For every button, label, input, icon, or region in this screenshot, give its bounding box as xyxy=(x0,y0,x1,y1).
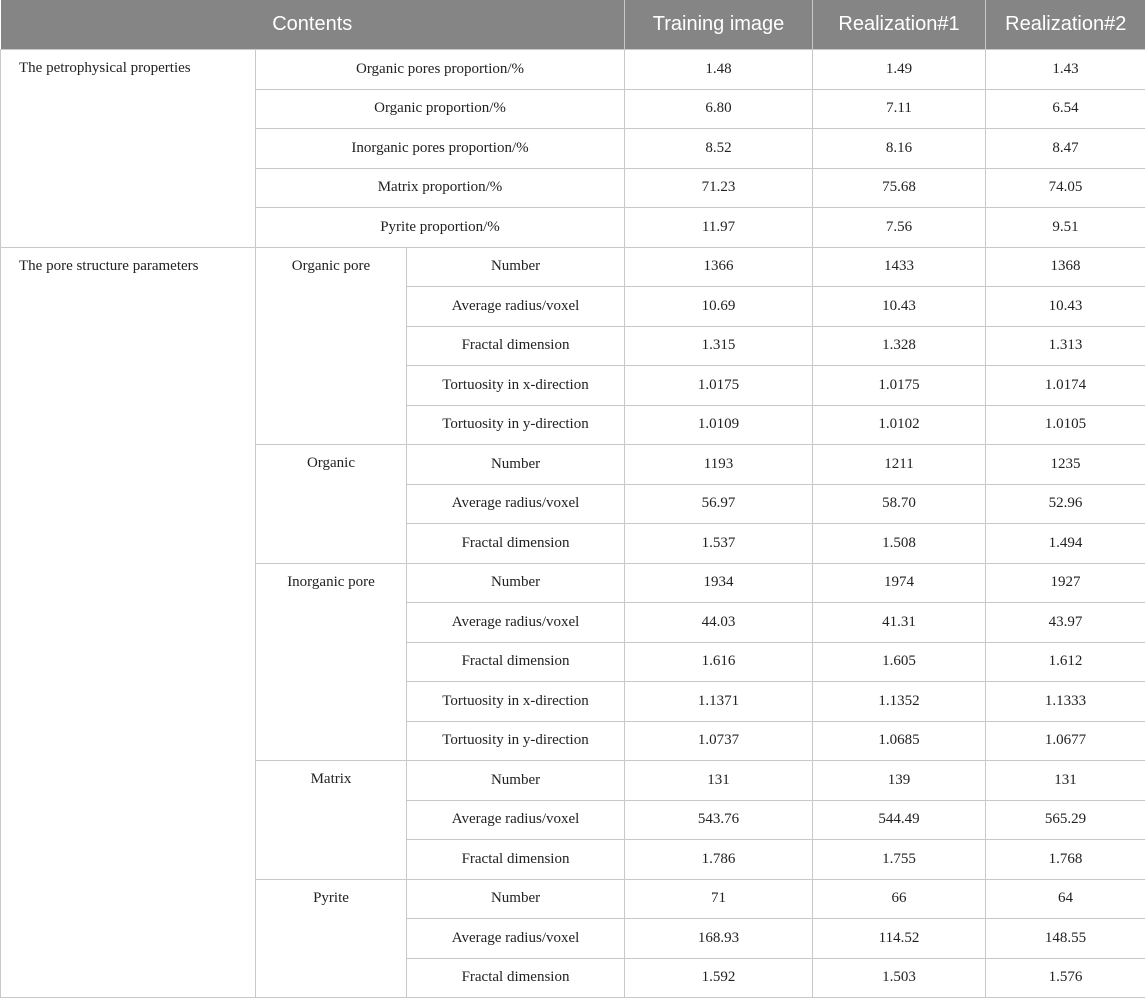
training-value: 1.786 xyxy=(625,840,813,880)
parameter-label: Fractal dimension xyxy=(407,840,625,880)
parameter-label: Fractal dimension xyxy=(407,326,625,366)
property-label: Pyrite proportion/% xyxy=(256,208,625,248)
section-petrophysical: The petrophysical properties xyxy=(1,50,256,248)
parameter-label: Tortuosity in y-direction xyxy=(407,721,625,761)
realization2-value: 1.0105 xyxy=(986,405,1145,445)
realization1-value: 1.605 xyxy=(813,642,986,682)
parameter-label: Tortuosity in y-direction xyxy=(407,405,625,445)
group-organic: Organic xyxy=(256,445,407,564)
realization2-value: 43.97 xyxy=(986,603,1145,643)
realization1-value: 41.31 xyxy=(813,603,986,643)
realization2-value: 9.51 xyxy=(986,208,1145,248)
property-label: Organic pores proportion/% xyxy=(256,50,625,90)
property-label: Matrix proportion/% xyxy=(256,168,625,208)
realization1-value: 1433 xyxy=(813,247,986,287)
realization2-value: 565.29 xyxy=(986,800,1145,840)
realization1-value: 544.49 xyxy=(813,800,986,840)
training-value: 1.592 xyxy=(625,958,813,998)
training-value: 1.48 xyxy=(625,50,813,90)
parameter-label: Average radius/voxel xyxy=(407,484,625,524)
training-value: 1.0737 xyxy=(625,721,813,761)
realization1-value: 75.68 xyxy=(813,168,986,208)
realization2-value: 148.55 xyxy=(986,919,1145,959)
training-value: 44.03 xyxy=(625,603,813,643)
training-value: 1.0175 xyxy=(625,366,813,406)
realization2-value: 1.1333 xyxy=(986,682,1145,722)
realization2-value: 1.576 xyxy=(986,958,1145,998)
table-row xyxy=(1,247,1145,287)
realization1-value: 1211 xyxy=(813,445,986,485)
table-row xyxy=(1,50,1145,90)
realization2-value: 131 xyxy=(986,761,1145,801)
realization1-value: 1.508 xyxy=(813,524,986,564)
realization2-value: 74.05 xyxy=(986,168,1145,208)
parameter-label: Number xyxy=(407,563,625,603)
realization2-value: 52.96 xyxy=(986,484,1145,524)
header-row xyxy=(1,0,1145,50)
realization2-value: 64 xyxy=(986,879,1145,919)
realization1-value: 1.0102 xyxy=(813,405,986,445)
realization1-value: 58.70 xyxy=(813,484,986,524)
group-pyrite: Pyrite xyxy=(256,879,407,998)
training-value: 1.616 xyxy=(625,642,813,682)
realization2-value: 1.0174 xyxy=(986,366,1145,406)
realization1-value: 1.755 xyxy=(813,840,986,880)
parameter-label: Average radius/voxel xyxy=(407,919,625,959)
realization1-value: 1.0175 xyxy=(813,366,986,406)
realization2-value: 1235 xyxy=(986,445,1145,485)
header-contents: Contents xyxy=(1,0,625,50)
realization1-value: 10.43 xyxy=(813,287,986,327)
realization1-value: 139 xyxy=(813,761,986,801)
header-training-image: Training image xyxy=(625,0,813,50)
parameter-label: Fractal dimension xyxy=(407,524,625,564)
realization2-value: 1.43 xyxy=(986,50,1145,90)
header-realization-2: Realization#2 xyxy=(986,0,1145,50)
training-value: 1.315 xyxy=(625,326,813,366)
parameter-label: Fractal dimension xyxy=(407,958,625,998)
parameter-label: Average radius/voxel xyxy=(407,287,625,327)
realization2-value: 1.494 xyxy=(986,524,1145,564)
training-value: 71 xyxy=(625,879,813,919)
training-value: 11.97 xyxy=(625,208,813,248)
realization1-value: 1.328 xyxy=(813,326,986,366)
training-value: 1.537 xyxy=(625,524,813,564)
group-matrix: Matrix xyxy=(256,761,407,880)
training-value: 6.80 xyxy=(625,89,813,129)
realization1-value: 114.52 xyxy=(813,919,986,959)
parameter-label: Fractal dimension xyxy=(407,642,625,682)
training-value: 1193 xyxy=(625,445,813,485)
realization2-value: 1.0677 xyxy=(986,721,1145,761)
training-value: 1.1371 xyxy=(625,682,813,722)
parameter-label: Average radius/voxel xyxy=(407,800,625,840)
section-pore-structure: The pore structure parameters xyxy=(1,247,256,998)
realization1-value: 66 xyxy=(813,879,986,919)
realization2-value: 8.47 xyxy=(986,129,1145,169)
training-value: 131 xyxy=(625,761,813,801)
property-label: Inorganic pores proportion/% xyxy=(256,129,625,169)
parameter-label: Number xyxy=(407,445,625,485)
realization2-value: 1.313 xyxy=(986,326,1145,366)
property-label: Organic proportion/% xyxy=(256,89,625,129)
group-inorganic-pore: Inorganic pore xyxy=(256,563,407,761)
training-value: 1934 xyxy=(625,563,813,603)
realization2-value: 1.612 xyxy=(986,642,1145,682)
realization1-value: 1.49 xyxy=(813,50,986,90)
parameter-label: Number xyxy=(407,761,625,801)
header-realization-1: Realization#1 xyxy=(813,0,986,50)
realization2-value: 1368 xyxy=(986,247,1145,287)
parameter-label: Number xyxy=(407,247,625,287)
group-organic-pore: Organic pore xyxy=(256,247,407,445)
training-value: 8.52 xyxy=(625,129,813,169)
realization1-value: 1.1352 xyxy=(813,682,986,722)
parameter-label: Number xyxy=(407,879,625,919)
training-value: 1366 xyxy=(625,247,813,287)
training-value: 1.0109 xyxy=(625,405,813,445)
realization2-value: 1.768 xyxy=(986,840,1145,880)
realization1-value: 1.0685 xyxy=(813,721,986,761)
training-value: 71.23 xyxy=(625,168,813,208)
parameter-label: Average radius/voxel xyxy=(407,603,625,643)
realization2-value: 6.54 xyxy=(986,89,1145,129)
realization1-value: 1974 xyxy=(813,563,986,603)
training-value: 56.97 xyxy=(625,484,813,524)
parameter-label: Tortuosity in x-direction xyxy=(407,682,625,722)
realization1-value: 7.11 xyxy=(813,89,986,129)
training-value: 10.69 xyxy=(625,287,813,327)
training-value: 543.76 xyxy=(625,800,813,840)
parameter-label: Tortuosity in x-direction xyxy=(407,366,625,406)
realization2-value: 1927 xyxy=(986,563,1145,603)
realization1-value: 8.16 xyxy=(813,129,986,169)
realization1-value: 1.503 xyxy=(813,958,986,998)
realization1-value: 7.56 xyxy=(813,208,986,248)
realization2-value: 10.43 xyxy=(986,287,1145,327)
training-value: 168.93 xyxy=(625,919,813,959)
